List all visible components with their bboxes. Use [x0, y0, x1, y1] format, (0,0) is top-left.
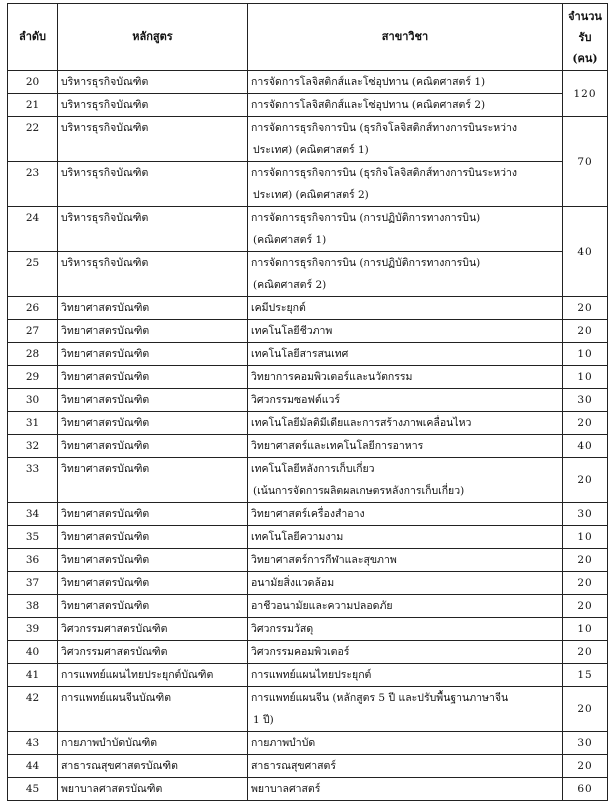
row-seats: 10 [563, 343, 608, 366]
row-major [248, 320, 563, 343]
table-row [8, 162, 608, 207]
row-number: 24 [8, 207, 58, 252]
row-program: กายภาพบำบัดบัณฑิต [58, 732, 248, 755]
row-major [248, 641, 563, 664]
header-seats-line3: (คน) [572, 51, 598, 65]
row-program: วิทยาศาสตรบัณฑิต [58, 503, 248, 526]
row-number: 31 [8, 412, 58, 435]
row-program: วิทยาศาสตรบัณฑิต [58, 458, 248, 503]
row-number: 22 [8, 117, 58, 162]
row-major-line: เทคโนโลยีความงาม [251, 531, 344, 543]
header-seats-line1: จำนวน [568, 9, 602, 23]
row-major-line: วิศวกรรมวัสดุ [251, 623, 314, 635]
row-program: บริหารธุรกิจบัณฑิต [58, 162, 248, 207]
row-major [248, 549, 563, 572]
row-seats: 30 [563, 732, 608, 755]
row-program: สาธารณสุขศาสตรบัณฑิต [58, 755, 248, 778]
row-major [248, 755, 563, 778]
table-row [8, 252, 608, 297]
row-seats: 20 [563, 412, 608, 435]
table-row [8, 297, 608, 320]
row-major-line: วิศวกรรมคอมพิวเตอร์ [251, 646, 350, 658]
row-major-line: วิทยาศาสตร์การกีฬาและสุขภาพ [251, 554, 397, 566]
row-seats: 40 [563, 435, 608, 458]
table-header-row [8, 4, 608, 71]
row-program: วิทยาศาสตรบัณฑิต [58, 412, 248, 435]
table-row [8, 526, 608, 549]
row-major-line: เทคโนโลยีมัลติมีเดียและการสร้างภาพเคลื่อนไหว [251, 417, 472, 429]
row-number: 34 [8, 503, 58, 526]
row-major-line: วิทยาการคอมพิวเตอร์และนวัตกรรม [251, 371, 413, 383]
table-row [8, 664, 608, 687]
table-row [8, 94, 608, 117]
row-major-line: การจัดการธุรกิจการบิน (ธุรกิจโลจิสติกส์ทางการบินระหว่าง [251, 167, 518, 179]
row-seats: 20 [563, 458, 608, 503]
row-number: 25 [8, 252, 58, 297]
row-major-line: พยาบาลศาสตร์ [251, 783, 321, 795]
row-number: 36 [8, 549, 58, 572]
row-seats: 20 [563, 755, 608, 778]
table-row [8, 595, 608, 618]
table-row [8, 435, 608, 458]
row-major-line: เคมีประยุกต์ [251, 302, 306, 314]
row-major [248, 117, 563, 162]
table-row [8, 343, 608, 366]
row-major [248, 458, 563, 503]
row-major [248, 664, 563, 687]
row-number: 44 [8, 755, 58, 778]
table-row [8, 366, 608, 389]
row-seats: 20 [563, 549, 608, 572]
header-seats [563, 4, 608, 71]
row-program: วิศวกรรมศาสตรบัณฑิต [58, 641, 248, 664]
row-program: วิทยาศาสตรบัณฑิต [58, 320, 248, 343]
row-major-line: อนามัยสิ่งแวดล้อม [251, 577, 335, 589]
row-major-line: เทคโนโลยีสารสนเทศ [251, 348, 349, 360]
row-major [248, 572, 563, 595]
row-program: วิศวกรรมศาสตรบัณฑิต [58, 618, 248, 641]
row-seats: 60 [563, 778, 608, 801]
row-program: วิทยาศาสตรบัณฑิต [58, 572, 248, 595]
row-seats: 20 [563, 572, 608, 595]
row-seats: 20 [563, 687, 608, 732]
row-number: 38 [8, 595, 58, 618]
row-seats: 10 [563, 618, 608, 641]
row-major [248, 162, 563, 207]
row-program: บริหารธุรกิจบัณฑิต [58, 117, 248, 162]
row-major [248, 618, 563, 641]
row-seats: 20 [563, 320, 608, 343]
row-number: 43 [8, 732, 58, 755]
row-major [248, 297, 563, 320]
table-row [8, 207, 608, 252]
table-row [8, 503, 608, 526]
row-major [248, 732, 563, 755]
row-number: 30 [8, 389, 58, 412]
row-number: 21 [8, 94, 58, 117]
row-number: 28 [8, 343, 58, 366]
table-row [8, 549, 608, 572]
row-seats: 40 [563, 207, 608, 297]
row-major-line: การจัดการโลจิสติกส์และโซ่อุปทาน (คณิตศาสตร์ 2) [251, 99, 486, 111]
row-program: วิทยาศาสตรบัณฑิต [58, 526, 248, 549]
row-number: 37 [8, 572, 58, 595]
row-program: พยาบาลศาสตรบัณฑิต [58, 778, 248, 801]
row-major-line: วิทยาศาสตร์และเทคโนโลยีการอาหาร [251, 440, 424, 452]
table-row [8, 71, 608, 94]
table-row [8, 732, 608, 755]
row-program: การแพทย์แผนจีนบัณฑิต [58, 687, 248, 732]
row-seats: 70 [563, 117, 608, 207]
row-seats: 30 [563, 389, 608, 412]
row-program: บริหารธุรกิจบัณฑิต [58, 94, 248, 117]
row-program: วิทยาศาสตรบัณฑิต [58, 343, 248, 366]
row-major-line: ประเทศ) (คณิตศาสตร์ 1) [253, 144, 369, 156]
row-major-line: วิศวกรรมซอฟต์แวร์ [251, 394, 341, 406]
row-major-line: เทคโนโลยีชีวภาพ [251, 325, 333, 337]
row-number: 45 [8, 778, 58, 801]
row-major-line: อาชีวอนามัยและความปลอดภัย [251, 600, 393, 612]
row-major [248, 595, 563, 618]
row-program: การแพทย์แผนไทยประยุกต์บัณฑิต [58, 664, 248, 687]
row-major-line: การแพทย์แผนไทยประยุกต์ [251, 669, 372, 681]
row-number: 32 [8, 435, 58, 458]
row-major [248, 526, 563, 549]
row-major [248, 687, 563, 732]
row-seats: 30 [563, 503, 608, 526]
row-major-line: สาธารณสุขศาสตร์ [251, 760, 337, 772]
row-seats: 15 [563, 664, 608, 687]
row-major [248, 252, 563, 297]
row-major-line: (คณิตศาสตร์ 1) [253, 234, 327, 246]
table-row [8, 778, 608, 801]
row-program: บริหารธุรกิจบัณฑิต [58, 207, 248, 252]
table-row [8, 117, 608, 162]
row-major [248, 412, 563, 435]
admission-table [7, 3, 608, 801]
row-number: 35 [8, 526, 58, 549]
table-body [8, 71, 608, 801]
row-major [248, 778, 563, 801]
row-number: 39 [8, 618, 58, 641]
table-row [8, 687, 608, 732]
row-major-line: การแพทย์แผนจีน (หลักสูตร 5 ปี และปรับพื้นฐานภาษาจีน [251, 692, 509, 704]
row-major-line: ประเทศ) (คณิตศาสตร์ 2) [253, 189, 369, 201]
table-row [8, 412, 608, 435]
row-major-line: การจัดการธุรกิจการบิน (การปฏิบัติการทางการบิน) [251, 257, 481, 269]
row-seats: 20 [563, 641, 608, 664]
table-row [8, 389, 608, 412]
row-number: 33 [8, 458, 58, 503]
row-program: วิทยาศาสตรบัณฑิต [58, 435, 248, 458]
table-row [8, 618, 608, 641]
row-number: 26 [8, 297, 58, 320]
row-number: 27 [8, 320, 58, 343]
row-major [248, 366, 563, 389]
row-seats: 20 [563, 297, 608, 320]
table-row [8, 641, 608, 664]
header-no: ลำดับ [8, 4, 58, 71]
row-number: 29 [8, 366, 58, 389]
row-major-line: (คณิตศาสตร์ 2) [253, 279, 327, 291]
row-major [248, 389, 563, 412]
row-major-line: (เน้นการจัดการผลิตผลเกษตรหลังการเก็บเกี่ยว) [253, 485, 465, 497]
table-row [8, 320, 608, 343]
row-program: วิทยาศาสตรบัณฑิต [58, 595, 248, 618]
row-seats: 20 [563, 595, 608, 618]
row-program: วิทยาศาสตรบัณฑิต [58, 549, 248, 572]
row-major-line: 1 ปี) [253, 714, 274, 726]
row-seats: 120 [563, 71, 608, 117]
row-major-line: วิทยาศาสตร์เครื่องสำอาง [251, 508, 365, 520]
table-row [8, 755, 608, 778]
row-major-line: เทคโนโลยีหลังการเก็บเกี่ยว [251, 463, 375, 475]
row-number: 42 [8, 687, 58, 732]
header-program: หลักสูตร [58, 4, 248, 71]
header-seats-line2: รับ [578, 30, 592, 44]
row-number: 41 [8, 664, 58, 687]
row-program: บริหารธุรกิจบัณฑิต [58, 71, 248, 94]
row-number: 20 [8, 71, 58, 94]
row-program: บริหารธุรกิจบัณฑิต [58, 252, 248, 297]
row-major-line: การจัดการธุรกิจการบิน (การปฏิบัติการทางการบิน) [251, 212, 481, 224]
row-program: วิทยาศาสตรบัณฑิต [58, 297, 248, 320]
row-major [248, 343, 563, 366]
table-row [8, 572, 608, 595]
row-program: วิทยาศาสตรบัณฑิต [58, 366, 248, 389]
row-major [248, 207, 563, 252]
row-number: 40 [8, 641, 58, 664]
row-number: 23 [8, 162, 58, 207]
row-major [248, 503, 563, 526]
row-major-line: กายภาพบำบัด [251, 737, 316, 749]
header-major: สาขาวิชา [248, 4, 563, 71]
table-row [8, 458, 608, 503]
row-program: วิทยาศาสตรบัณฑิต [58, 389, 248, 412]
row-seats: 10 [563, 526, 608, 549]
row-major [248, 94, 563, 117]
row-major-line: การจัดการโลจิสติกส์และโซ่อุปทาน (คณิตศาสตร์ 1) [251, 76, 486, 88]
row-major [248, 71, 563, 94]
row-seats: 10 [563, 366, 608, 389]
row-major [248, 435, 563, 458]
row-major-line: การจัดการธุรกิจการบิน (ธุรกิจโลจิสติกส์ทางการบินระหว่าง [251, 122, 518, 134]
